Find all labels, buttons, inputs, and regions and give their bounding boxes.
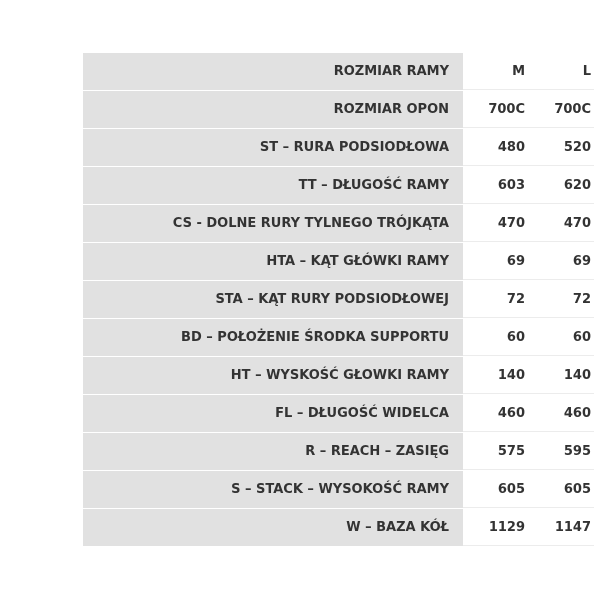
header-label: ROZMIAR RAMY <box>83 53 463 90</box>
table-row <box>83 357 594 395</box>
row-label: FL – DŁUGOŚĆ WIDELCA <box>83 395 463 432</box>
header-size-m: M <box>463 53 528 90</box>
table-row <box>83 281 594 319</box>
value-m: 605 <box>463 471 528 508</box>
value-l: 460 <box>528 395 594 432</box>
value-m: 603 <box>463 167 528 204</box>
table-row <box>83 509 594 547</box>
table-row <box>83 167 594 205</box>
row-label: CS - DOLNE RURY TYLNEGO TRÓJKĄTA <box>83 205 463 242</box>
value-l: 140 <box>528 357 594 394</box>
row-label: S – STACK – WYSOKOŚĆ RAMY <box>83 471 463 508</box>
row-label: STA – KĄT RURY PODSIODŁOWEJ <box>83 281 463 318</box>
row-label: ROZMIAR OPON <box>83 91 463 128</box>
value-l: 595 <box>528 433 594 470</box>
value-m: 700C <box>463 91 528 128</box>
header-size-l: L <box>528 53 594 90</box>
value-m: 470 <box>463 205 528 242</box>
row-label: W – BAZA KÓŁ <box>83 509 463 546</box>
geometry-table <box>83 53 594 547</box>
value-m: 60 <box>463 319 528 356</box>
value-l: 1147 <box>528 509 594 546</box>
table-row <box>83 205 594 243</box>
value-l: 700C <box>528 91 594 128</box>
table-row <box>83 471 594 509</box>
value-m: 575 <box>463 433 528 470</box>
value-m: 140 <box>463 357 528 394</box>
table-row <box>83 395 594 433</box>
table-header-row <box>83 53 594 91</box>
row-label: HT – WYSKOŚĆ GŁOWKI RAMY <box>83 357 463 394</box>
row-label: HTA – KĄT GŁÓWKI RAMY <box>83 243 463 280</box>
value-m: 69 <box>463 243 528 280</box>
value-m: 72 <box>463 281 528 318</box>
table-row <box>83 319 594 357</box>
value-m: 1129 <box>463 509 528 546</box>
value-l: 69 <box>528 243 594 280</box>
table-row <box>83 433 594 471</box>
value-l: 520 <box>528 129 594 166</box>
table-row <box>83 129 594 167</box>
value-l: 605 <box>528 471 594 508</box>
table-row <box>83 91 594 129</box>
value-l: 620 <box>528 167 594 204</box>
row-label: TT – DŁUGOŚĆ RAMY <box>83 167 463 204</box>
value-m: 480 <box>463 129 528 166</box>
value-m: 460 <box>463 395 528 432</box>
row-label: ST – RURA PODSIODŁOWA <box>83 129 463 166</box>
value-l: 60 <box>528 319 594 356</box>
row-label: BD – POŁOŻENIE ŚRODKA SUPPORTU <box>83 319 463 356</box>
value-l: 72 <box>528 281 594 318</box>
row-label: R – REACH – ZASIĘG <box>83 433 463 470</box>
value-l: 470 <box>528 205 594 242</box>
table-row <box>83 243 594 281</box>
